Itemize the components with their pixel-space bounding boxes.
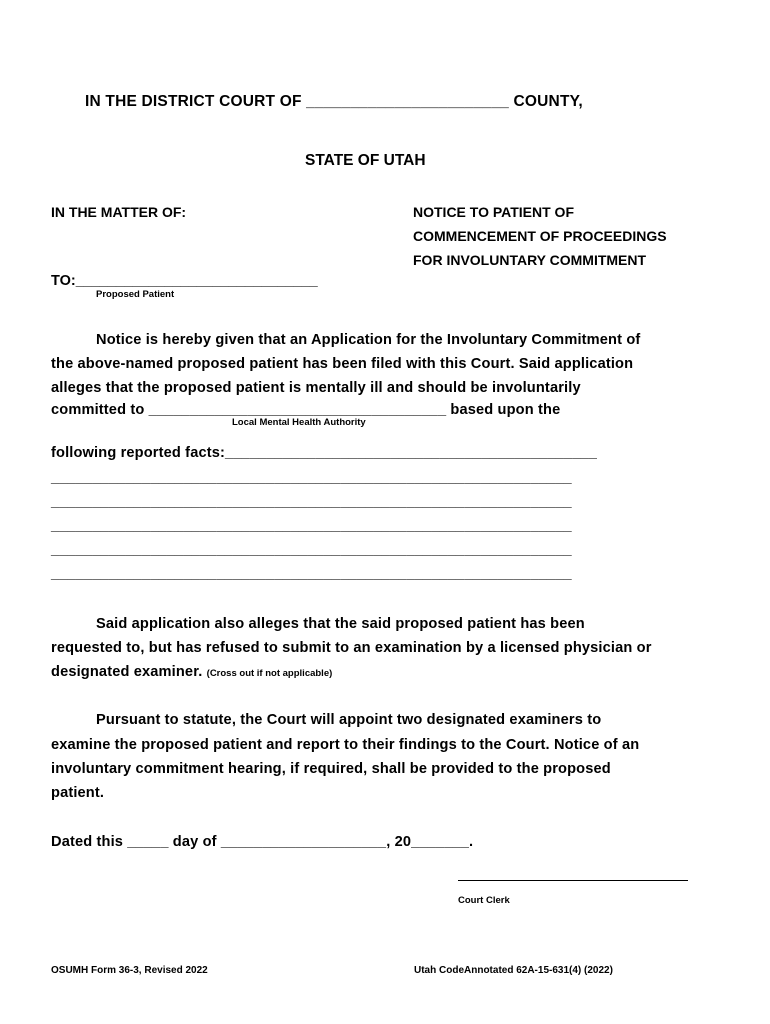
dated-line: Dated this _____ day of ____________________, 20_______.	[51, 834, 474, 850]
facts-blank-line-4: _______________________________________________________________	[51, 542, 572, 558]
paragraph3-line-4: patient.	[51, 785, 105, 801]
paragraph1-line-2: the above-named proposed patient has been filed with this Court. Said application	[51, 356, 634, 372]
court-title-line: IN THE DISTRICT COURT OF _______________________ COUNTY,	[85, 93, 583, 110]
cross-out-note: (Cross out if not applicable)	[206, 668, 333, 679]
paragraph2-line-1: Said application also alleges that the said proposed patient has been	[96, 616, 585, 632]
paragraph3-line-3: involuntary commitment hearing, if required, shall be provided to the proposed	[51, 761, 611, 777]
state-title: STATE OF UTAH	[305, 152, 426, 169]
paragraph2-line-3-text: designated examiner.	[51, 664, 203, 680]
paragraph3-line-2: examine the proposed patient and report to their findings to the Court. Notice of an	[51, 737, 640, 753]
reported-facts-line: following reported facts:_____________________________________________	[51, 445, 598, 461]
paragraph1-line-3: alleges that the proposed patient is mentally ill and should be involuntarily	[51, 380, 581, 396]
paragraph3-line-1: Pursuant to statute, the Court will appoint two designated examiners to	[96, 712, 602, 728]
notice-title-line-1: NOTICE TO PATIENT OF	[413, 204, 574, 220]
proposed-patient-sublabel: Proposed Patient	[96, 289, 175, 300]
paragraph2-line-3	[51, 664, 332, 680]
paragraph1-line-4: committed to ____________________________________ based upon the	[51, 402, 561, 418]
facts-blank-line-5: _______________________________________________________________	[51, 566, 572, 582]
facts-blank-line-1: _______________________________________________________________	[51, 470, 572, 486]
paragraph1-line-1: Notice is hereby given that an Application for the Involuntary Commitment of	[96, 332, 641, 348]
notice-title-line-3: FOR INVOLUNTARY COMMITMENT	[413, 252, 647, 268]
matter-label: IN THE MATTER OF:	[51, 204, 187, 220]
to-line: TO:______________________________	[51, 273, 318, 289]
clerk-signature-line	[458, 880, 688, 881]
court-clerk-label: Court Clerk	[458, 895, 510, 906]
facts-blank-line-2: _______________________________________________________________	[51, 494, 572, 510]
notice-title-line-2: COMMENCEMENT OF PROCEEDINGS	[413, 228, 667, 244]
paragraph2-line-2: requested to, but has refused to submit to an examination by a licensed physician or	[51, 640, 652, 656]
local-mental-health-authority-sublabel: Local Mental Health Authority	[232, 417, 366, 428]
facts-blank-line-3: _______________________________________________________________	[51, 518, 572, 534]
footer-form-number: OSUMH Form 36-3, Revised 2022	[51, 965, 208, 976]
footer-code-reference: Utah CodeAnnotated 62A-15-631(4) (2022)	[414, 965, 613, 976]
